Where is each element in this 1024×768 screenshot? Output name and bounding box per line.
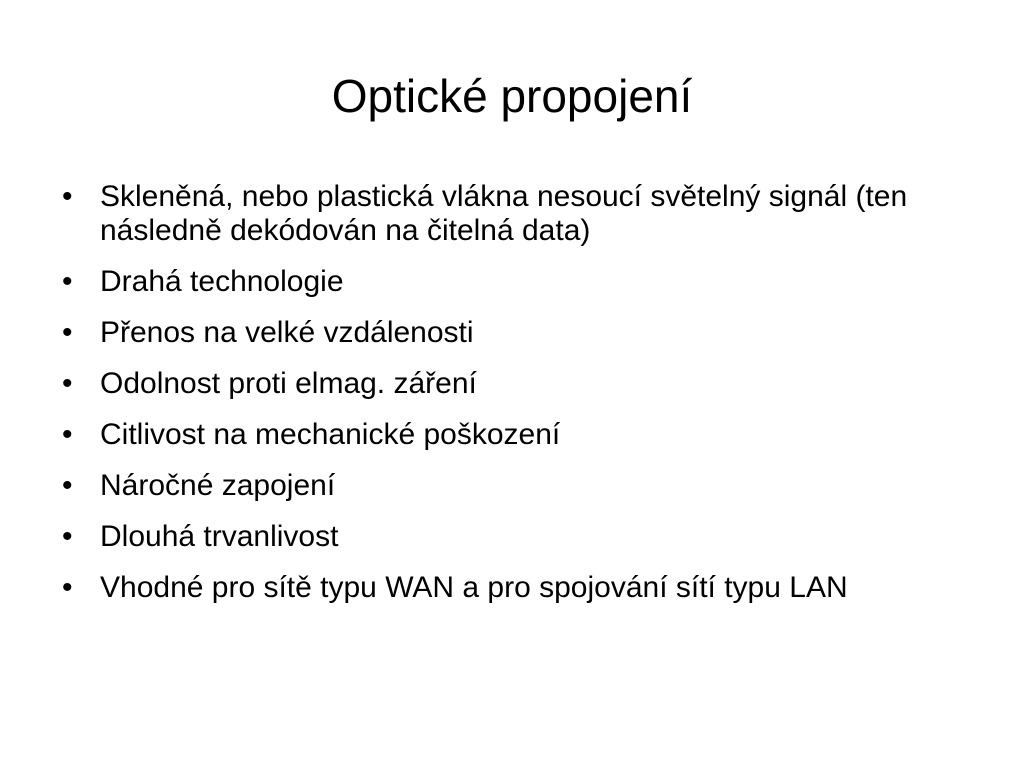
bullet-list	[60, 180, 960, 622]
bullet-text: Vhodné pro sítě typu WAN a pro spojování sítí typu LAN	[100, 571, 848, 604]
bullet-item	[60, 469, 960, 503]
bullet-text: Odolnost proti elmag. záření	[100, 367, 477, 400]
bullet-text: Citlivost na mechanické poškození	[100, 418, 561, 451]
bullet-icon: •	[62, 180, 73, 213]
bullet-text: Drahá technologie	[100, 265, 344, 298]
bullet-icon: •	[62, 520, 73, 553]
bullet-item	[60, 571, 960, 605]
bullet-text: Náročné zapojení	[100, 469, 336, 502]
bullet-icon: •	[62, 265, 73, 298]
bullet-item	[60, 418, 960, 452]
bullet-text: Skleněná, nebo plastická vlákna nesoucí světelný signál (ten následně dekódován na čitelná data)	[100, 180, 908, 247]
bullet-item	[60, 520, 960, 554]
bullet-item	[60, 316, 960, 350]
bullet-icon: •	[62, 367, 73, 400]
slide-title: Optické propojení	[331, 70, 693, 122]
bullet-icon: •	[62, 469, 73, 502]
bullet-item	[60, 367, 960, 401]
bullet-item	[60, 180, 960, 248]
bullet-text: Dlouhá trvanlivost	[100, 520, 339, 553]
bullet-item	[60, 265, 960, 299]
bullet-text: Přenos na velké vzdálenosti	[100, 316, 474, 349]
bullet-icon: •	[62, 571, 73, 604]
bullet-icon: •	[62, 316, 73, 349]
bullet-icon: •	[62, 418, 73, 451]
